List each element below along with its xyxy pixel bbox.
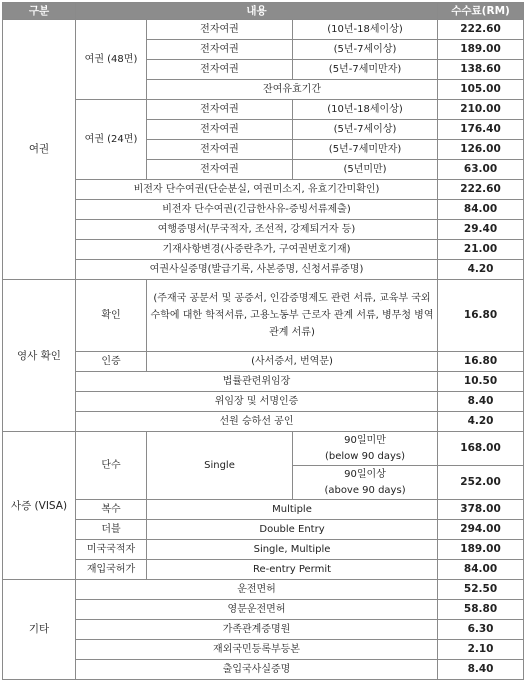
table-row <box>3 560 524 580</box>
visa-duration-above-90 <box>293 466 438 500</box>
etc-item: 운전면허 <box>76 580 438 600</box>
table-row <box>3 100 524 120</box>
consular-cert-label: 인증 <box>76 352 147 372</box>
passport-other-item: 비전자 단수여권(단순분실, 여권미소지, 유효기간미확인) <box>76 180 438 200</box>
table-row <box>3 180 524 200</box>
fee-value: 252.00 <box>438 466 524 500</box>
table-row <box>3 432 524 466</box>
table-row <box>3 540 524 560</box>
table-row <box>3 412 524 432</box>
table-row <box>3 260 524 280</box>
visa-kind-label: 복수 <box>76 500 147 520</box>
fee-value: 10.50 <box>438 372 524 392</box>
table-row <box>3 600 524 620</box>
fee-value: 222.60 <box>438 20 524 40</box>
visa-duration-en: (below 90 days) <box>324 450 406 462</box>
consular-cert-text: (사서증서, 번역문) <box>147 352 438 372</box>
fee-value: 222.60 <box>438 180 524 200</box>
fee-value: 2.10 <box>438 640 524 660</box>
header-category: 구분 <box>3 3 76 20</box>
table-row <box>3 200 524 220</box>
passport-type: 전자여권 <box>147 100 293 120</box>
fee-value: 138.60 <box>438 60 524 80</box>
visa-kind-text: Double Entry <box>147 520 438 540</box>
fee-value: 84.00 <box>438 560 524 580</box>
table-row <box>3 20 524 40</box>
consular-other-item: 선원 승하선 공인 <box>76 412 438 432</box>
visa-kind-label: 더블 <box>76 520 147 540</box>
passport-other-item: 비전자 단수여권(긴급한사유-증빙서류제출) <box>76 200 438 220</box>
table-row <box>3 220 524 240</box>
fee-value: 126.00 <box>438 140 524 160</box>
passport-type: 전자여권 <box>147 20 293 40</box>
table-row <box>3 580 524 600</box>
fee-value: 294.00 <box>438 520 524 540</box>
passport-24-label: 여권 (24면) <box>76 100 147 180</box>
fee-table <box>2 2 524 680</box>
fee-value: 105.00 <box>438 80 524 100</box>
visa-kind-text: Re-entry Permit <box>147 560 438 580</box>
fee-value: 4.20 <box>438 412 524 432</box>
visa-duration-below-90 <box>293 432 438 466</box>
fee-value: 8.40 <box>438 660 524 680</box>
visa-kind-label: 재입국허가 <box>76 560 147 580</box>
fee-value: 189.00 <box>438 540 524 560</box>
passport-type: 전자여권 <box>147 120 293 140</box>
header-row <box>3 3 524 20</box>
visa-kind-text: Single, Multiple <box>147 540 438 560</box>
visa-duration-kr: 90일미만 <box>344 434 386 446</box>
table-row <box>3 240 524 260</box>
passport-condition: (5년-7세미만자) <box>293 140 438 160</box>
table-row <box>3 372 524 392</box>
fee-value: 84.00 <box>438 200 524 220</box>
category-visa: 사증 (VISA) <box>3 432 76 580</box>
consular-other-item: 위임장 및 서명인증 <box>76 392 438 412</box>
header-fee: 수수료(RM) <box>438 3 524 20</box>
passport-other-item: 여권사실증명(발급기록, 사본증명, 신청서류증명) <box>76 260 438 280</box>
table-row <box>3 640 524 660</box>
header-content: 내용 <box>76 3 438 20</box>
passport-condition: (5년미만) <box>293 160 438 180</box>
visa-single-label: 단수 <box>76 432 147 500</box>
visa-duration-en: (above 90 days) <box>324 484 406 496</box>
fee-value: 4.20 <box>438 260 524 280</box>
fee-value: 16.80 <box>438 352 524 372</box>
passport-condition: (10년-18세이상) <box>293 20 438 40</box>
passport-48-label: 여권 (48면) <box>76 20 147 100</box>
visa-kind-label: 미국국적자 <box>76 540 147 560</box>
table-row <box>3 352 524 372</box>
table-row <box>3 620 524 640</box>
category-etc: 기타 <box>3 580 76 680</box>
etc-item: 가족관계증명원 <box>76 620 438 640</box>
fee-value: 52.50 <box>438 580 524 600</box>
fee-value: 189.00 <box>438 40 524 60</box>
passport-condition: (5년-7세이상) <box>293 120 438 140</box>
passport-type: 전자여권 <box>147 160 293 180</box>
fee-value: 176.40 <box>438 120 524 140</box>
fee-value: 210.00 <box>438 100 524 120</box>
visa-single-type: Single <box>147 432 293 500</box>
category-consular: 영사 확인 <box>3 280 76 432</box>
etc-item: 재외국민등록부등본 <box>76 640 438 660</box>
passport-type: 전자여권 <box>147 40 293 60</box>
fee-value: 8.40 <box>438 392 524 412</box>
passport-condition: (10년-18세이상) <box>293 100 438 120</box>
consular-confirm-label: 확인 <box>76 280 147 352</box>
table-row <box>3 520 524 540</box>
etc-item: 출입국사실증명 <box>76 660 438 680</box>
passport-other-item: 기재사항변경(사증란추가, 구여권번호기재) <box>76 240 438 260</box>
etc-item: 영문운전면허 <box>76 600 438 620</box>
fee-value: 21.00 <box>438 240 524 260</box>
fee-value: 29.40 <box>438 220 524 240</box>
fee-value: 6.30 <box>438 620 524 640</box>
consular-other-item: 법률관련위임장 <box>76 372 438 392</box>
fee-value: 58.80 <box>438 600 524 620</box>
table-row <box>3 660 524 680</box>
fee-value: 168.00 <box>438 432 524 466</box>
visa-duration-kr: 90일이상 <box>344 468 386 480</box>
fee-value: 16.80 <box>438 280 524 352</box>
fee-value: 378.00 <box>438 500 524 520</box>
table-row <box>3 392 524 412</box>
consular-confirm-text: (주재국 공문서 및 공증서, 인감증명제도 관련 서류, 교육부 국외 수학에 대한 학적서류, 고용노동부 근로자 관계 서류, 병무청 병역 관계 서류) <box>147 280 438 352</box>
passport-other-item: 여행증명서(무국적자, 조선적, 강제퇴거자 등) <box>76 220 438 240</box>
table-row <box>3 280 524 352</box>
fee-value: 63.00 <box>438 160 524 180</box>
table-row <box>3 500 524 520</box>
passport-type: 전자여권 <box>147 60 293 80</box>
passport-remaining-validity: 잔여유효기간 <box>147 80 438 100</box>
passport-condition: (5년-7세이상) <box>293 40 438 60</box>
category-passport: 여권 <box>3 20 76 280</box>
visa-kind-text: Multiple <box>147 500 438 520</box>
passport-type: 전자여권 <box>147 140 293 160</box>
passport-condition: (5년-7세미만자) <box>293 60 438 80</box>
